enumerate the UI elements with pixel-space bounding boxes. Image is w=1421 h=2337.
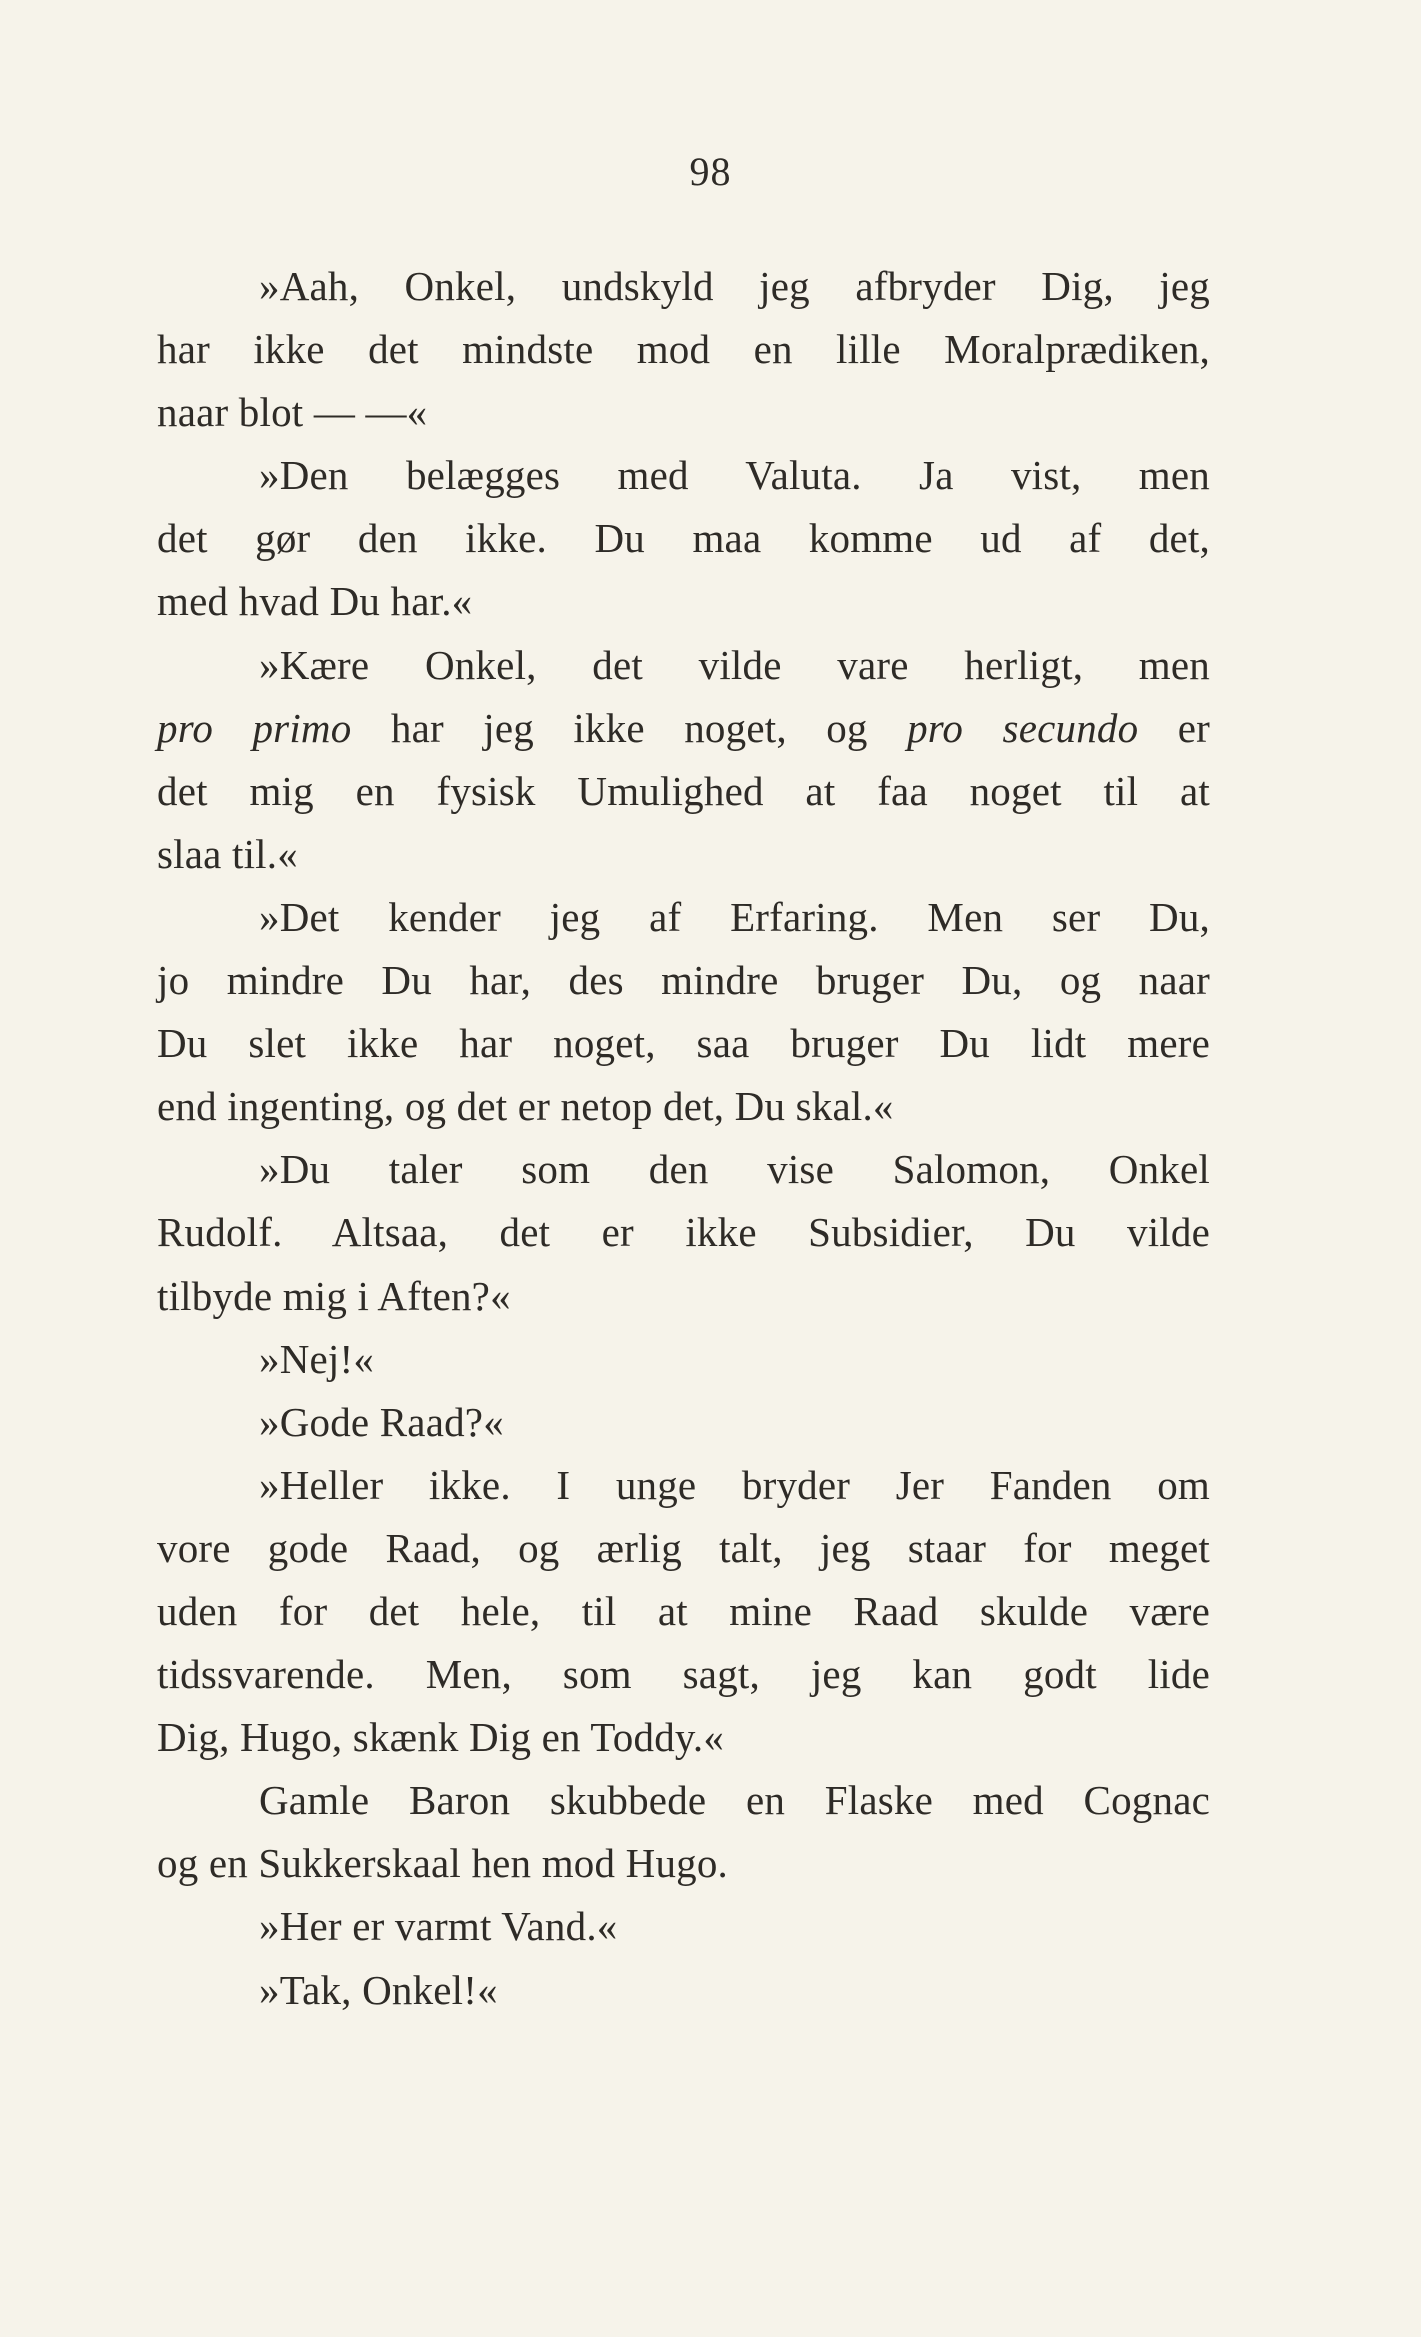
text-line: slaa til.«	[157, 830, 298, 877]
text-line: »Heller ikke. I unge bryder Jer Fanden om	[259, 1461, 1210, 1508]
page-number: 98	[689, 149, 732, 194]
text-line: »Den belægges med Valuta. Ja vist, men	[259, 452, 1210, 499]
text-line: naar blot — —«	[157, 389, 428, 436]
text-line: Rudolf. Altsaa, det er ikke Subsidier, Du vilde	[157, 1209, 1210, 1256]
text-line: »Aah, Onkel, undskyld jeg afbryder Dig, jeg	[259, 263, 1210, 309]
text-body	[157, 255, 1210, 2022]
text-line: »Du taler som den vise Salomon, Onkel	[259, 1146, 1210, 1193]
text-line: Dig, Hugo, skænk Dig en Toddy.«	[157, 1714, 725, 1761]
text-line: vore gode Raad, og ærlig talt, jeg staar for meget	[157, 1524, 1210, 1571]
text-line: har ikke det mindste mod en lille Moralprædiken,	[157, 326, 1210, 373]
text-line: »Her er varmt Vand.«	[259, 1903, 618, 1950]
italic-phrase: pro secundo	[907, 704, 1139, 751]
text-line: tidssvarende. Men, som sagt, jeg kan godt lide	[157, 1651, 1210, 1698]
text-line: »Gode Raad?«	[259, 1398, 504, 1445]
italic-phrase: pro primo	[157, 704, 352, 751]
text-span: er	[1138, 704, 1210, 751]
text-line: »Kære Onkel, det vilde vare herligt, men	[259, 641, 1210, 688]
text-line: Du slet ikke har noget, saa bruger Du lidt mere	[157, 1020, 1210, 1067]
text-line: jo mindre Du har, des mindre bruger Du, og naar	[157, 957, 1210, 1004]
text-line: med hvad Du har.«	[157, 578, 473, 625]
text-line	[157, 697, 1210, 760]
text-span: har jeg ikke noget, og	[351, 704, 908, 751]
text-line: end ingenting, og det er netop det, Du skal.«	[157, 1083, 894, 1130]
text-line: det gør den ikke. Du maa komme ud af det,	[157, 515, 1210, 562]
text-line: det mig en fysisk Umulighed at faa noget til at	[157, 767, 1210, 814]
text-line: og en Sukkerskaal hen mod Hugo.	[157, 1840, 728, 1887]
text-line: tilbyde mig i Aften?«	[157, 1272, 511, 1319]
text-line: »Tak, Onkel!«	[259, 1966, 498, 2013]
text-line: »Nej!«	[259, 1335, 375, 1382]
text-line: »Det kender jeg af Erfaring. Men ser Du,	[259, 893, 1210, 940]
text-line: Gamle Baron skubbede en Flaske med Cognac	[259, 1777, 1210, 1824]
text-line: uden for det hele, til at mine Raad skulde være	[157, 1587, 1210, 1634]
